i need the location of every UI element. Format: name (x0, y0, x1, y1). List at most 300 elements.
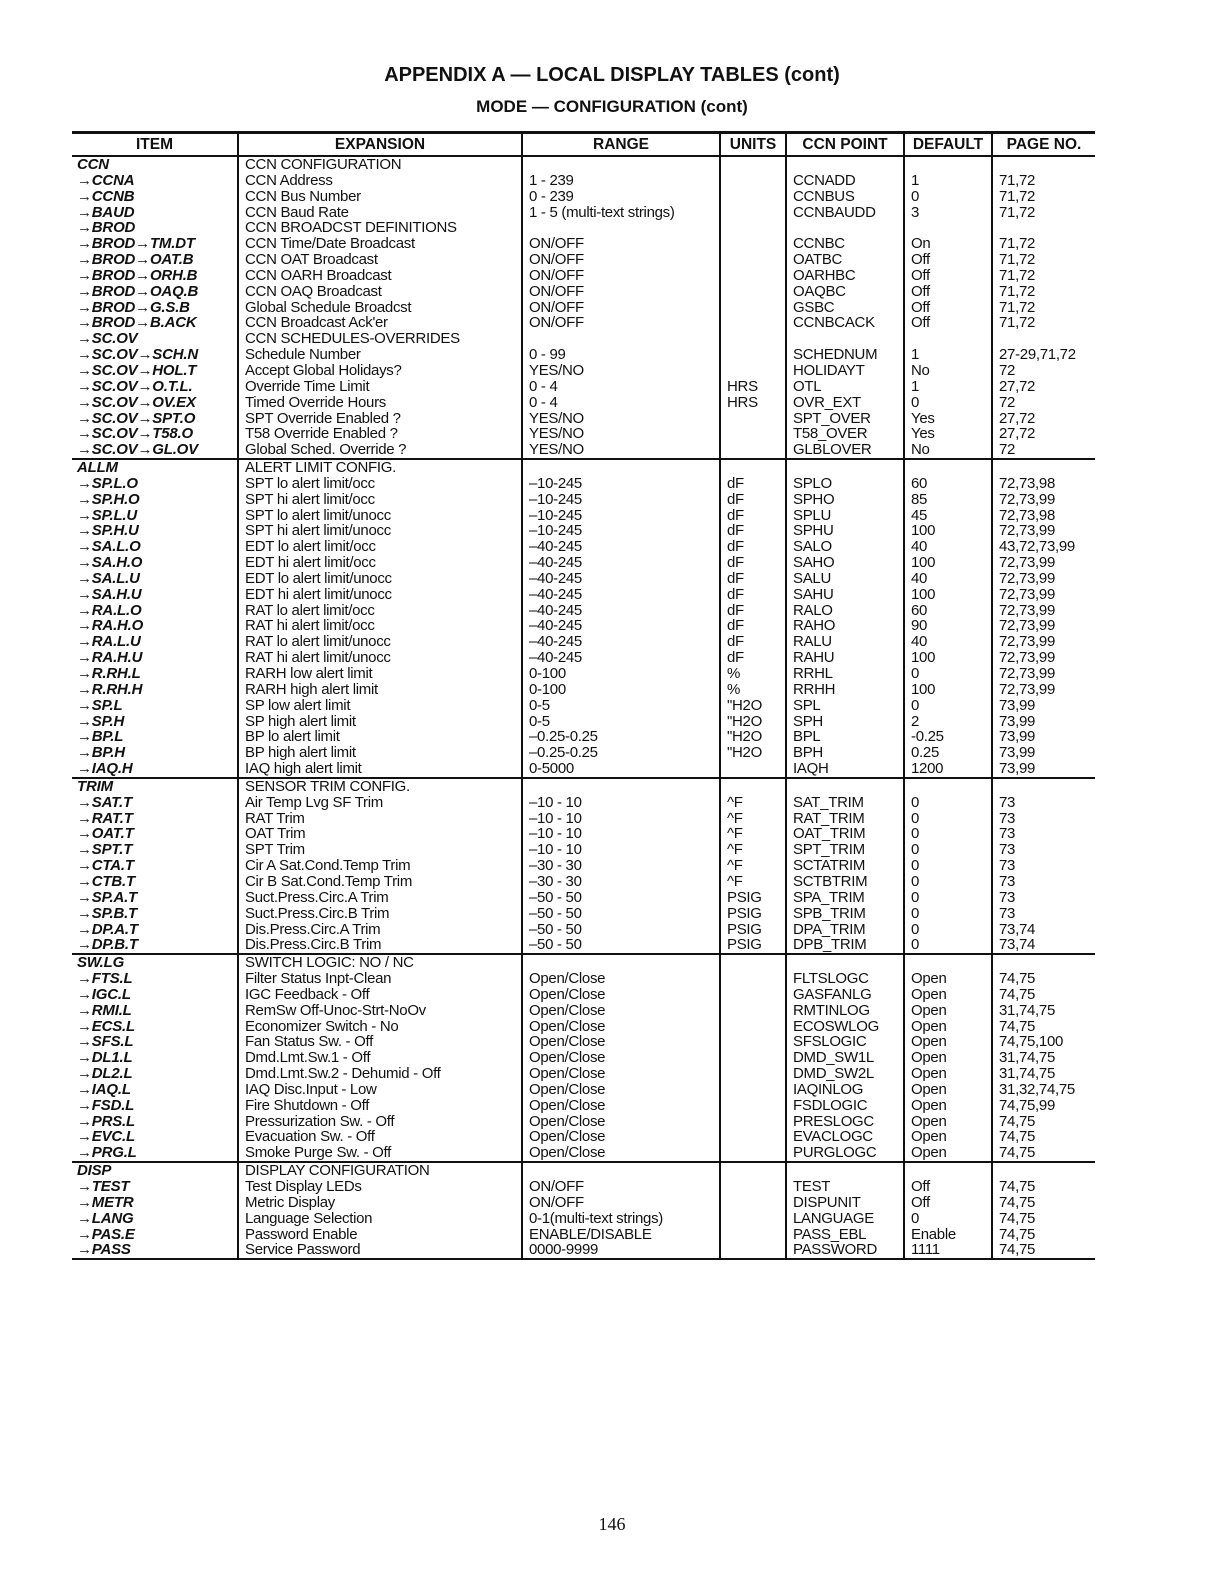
cell-ccn-point: SPT_TRIM (786, 842, 904, 858)
cell-ccn-point: ECOSWLOG (786, 1019, 904, 1035)
cell-ccn-point: T58_OVER (786, 426, 904, 442)
cell-item: →DP.A.T (77, 921, 138, 938)
cell-units (720, 1145, 786, 1162)
table-row (72, 666, 1095, 682)
cell-units: dF (720, 634, 786, 650)
cell-default: 0 (904, 395, 992, 411)
cell-item: →SP.H.U (77, 523, 139, 540)
cell-expansion: Global Schedule Broadcst (238, 300, 522, 316)
cell-page-no (992, 220, 1095, 236)
cell-item: →SC.OV (77, 331, 138, 348)
cell-item: →BROD→TM.DT (77, 236, 195, 253)
cell-units (720, 459, 786, 476)
cell-page-no: 73 (992, 906, 1095, 922)
cell-ccn-point: GASFANLG (786, 987, 904, 1003)
cell-units: ^F (720, 858, 786, 874)
cell-item: →RA.L.U (77, 634, 141, 651)
cell-range: –40-245 (522, 539, 720, 555)
table-row (72, 284, 1095, 300)
cell-expansion: OAT Trim (238, 826, 522, 842)
cell-ccn-point: OAQBC (786, 284, 904, 300)
cell-default: 2 (904, 714, 992, 730)
cell-units (720, 363, 786, 379)
cell-units (720, 1050, 786, 1066)
cell-expansion: Global Sched. Override ? (238, 442, 522, 459)
cell-expansion: Dmd.Lmt.Sw.2 - Dehumid - Off (238, 1066, 522, 1082)
cell-ccn-point: FLTSLOGC (786, 971, 904, 987)
table-row (72, 411, 1095, 427)
cell-range: –10 - 10 (522, 811, 720, 827)
table-row (72, 587, 1095, 603)
cell-item: →RAT.T (77, 810, 133, 827)
cell-default: 1200 (904, 761, 992, 778)
cell-default: Off (904, 252, 992, 268)
cell-expansion: Timed Override Hours (238, 395, 522, 411)
cell-item: →PAS.E (77, 1226, 135, 1243)
cell-range: –10 - 10 (522, 795, 720, 811)
cell-ccn-point: OARHBC (786, 268, 904, 284)
table-row (72, 1242, 1095, 1259)
cell-default: 0 (904, 795, 992, 811)
cell-default: Open (904, 1034, 992, 1050)
cell-item: →PRG.L (77, 1145, 137, 1162)
cell-default: 3 (904, 205, 992, 221)
cell-ccn-point: OAT_TRIM (786, 826, 904, 842)
cell-expansion: SPT hi alert limit/occ (238, 492, 522, 508)
table-row (72, 426, 1095, 442)
cell-default (904, 331, 992, 347)
cell-default: 0 (904, 937, 992, 954)
cell-expansion: SP low alert limit (238, 698, 522, 714)
cell-page-no (992, 459, 1095, 476)
cell-expansion: DISPLAY CONFIGURATION (238, 1162, 522, 1179)
cell-item: →CCNB (77, 188, 135, 205)
cell-default (904, 778, 992, 795)
cell-units (720, 156, 786, 173)
table-row (72, 1019, 1095, 1035)
cell-expansion: Metric Display (238, 1195, 522, 1211)
cell-default: Off (904, 315, 992, 331)
cell-expansion: SENSOR TRIM CONFIG. (238, 778, 522, 795)
cell-item: →SP.B.T (77, 905, 138, 922)
cell-ccn-point: LANGUAGE (786, 1211, 904, 1227)
table-row (72, 729, 1095, 745)
cell-units: PSIG (720, 890, 786, 906)
cell-item: →DL2.L (77, 1066, 133, 1082)
section-header-row (72, 459, 1095, 476)
cell-default: 0 (904, 826, 992, 842)
table-row (72, 379, 1095, 395)
cell-units (720, 987, 786, 1003)
cell-page-no: 73 (992, 795, 1095, 811)
table-row (72, 205, 1095, 221)
cell-default: 0 (904, 890, 992, 906)
cell-default: 0 (904, 698, 992, 714)
cell-units (720, 315, 786, 331)
cell-expansion: Accept Global Holidays? (238, 363, 522, 379)
cell-item: →PRS.L (77, 1113, 135, 1130)
cell-default (904, 156, 992, 173)
cell-range: –40-245 (522, 650, 720, 666)
cell-default: 40 (904, 539, 992, 555)
cell-item: →SP.L (77, 697, 123, 714)
cell-page-no: 73 (992, 890, 1095, 906)
cell-default: Off (904, 1179, 992, 1195)
table-row (72, 252, 1095, 268)
cell-expansion: Cir A Sat.Cond.Temp Trim (238, 858, 522, 874)
cell-ccn-point: SCTBTRIM (786, 874, 904, 890)
cell-page-no: 71,72 (992, 189, 1095, 205)
cell-ccn-point (786, 331, 904, 347)
cell-default: Open (904, 971, 992, 987)
table-row (72, 331, 1095, 347)
cell-range: 0 - 4 (522, 379, 720, 395)
cell-default: Open (904, 987, 992, 1003)
cell-page-no: 73 (992, 874, 1095, 890)
cell-units (720, 268, 786, 284)
cell-item: →DP.B.T (77, 937, 138, 954)
cell-page-no: 73,74 (992, 937, 1095, 954)
cell-ccn-point: BPL (786, 729, 904, 745)
table-row (72, 987, 1095, 1003)
cell-item: →SP.L.U (77, 507, 138, 524)
cell-expansion: Override Time Limit (238, 379, 522, 395)
cell-ccn-point: OTL (786, 379, 904, 395)
cell-units (720, 778, 786, 795)
cell-ccn-point: FSDLOGIC (786, 1098, 904, 1114)
cell-item: CCN (77, 156, 109, 173)
cell-item: →TEST (77, 1179, 130, 1195)
cell-item: →BROD→OAQ.B (77, 283, 199, 300)
cell-ccn-point: SPLU (786, 508, 904, 524)
cell-units (720, 331, 786, 347)
cell-page-no: 72,73,99 (992, 618, 1095, 634)
cell-expansion: RARH high alert limit (238, 682, 522, 698)
cell-units: dF (720, 650, 786, 666)
cell-page-no: 72,73,98 (992, 476, 1095, 492)
cell-expansion: Economizer Switch - No (238, 1019, 522, 1035)
table-row (72, 300, 1095, 316)
cell-item: →DL1.L (77, 1050, 133, 1067)
cell-units (720, 1211, 786, 1227)
cell-units: dF (720, 523, 786, 539)
cell-ccn-point (786, 156, 904, 173)
table-row (72, 874, 1095, 890)
table-row (72, 508, 1095, 524)
cell-expansion: EDT lo alert limit/occ (238, 539, 522, 555)
cell-ccn-point: SALO (786, 539, 904, 555)
cell-item: →LANG (77, 1210, 134, 1227)
cell-page-no (992, 331, 1095, 347)
cell-units (720, 236, 786, 252)
cell-item: →METR (77, 1194, 134, 1211)
cell-page-no: 72,73,98 (992, 508, 1095, 524)
cell-units (720, 1066, 786, 1082)
cell-range: YES/NO (522, 426, 720, 442)
table-row (72, 906, 1095, 922)
cell-item: →FSD.L (77, 1097, 135, 1114)
cell-item: →SC.OV→SCH.N (77, 347, 198, 363)
cell-range: Open/Close (522, 1098, 720, 1114)
cell-expansion: SPT Override Enabled ? (238, 411, 522, 427)
cell-expansion: RAT hi alert limit/unocc (238, 650, 522, 666)
cell-units: dF (720, 508, 786, 524)
cell-expansion: IAQ Disc.Input - Low (238, 1082, 522, 1098)
table-row (72, 1034, 1095, 1050)
cell-expansion: Dis.Press.Circ.A Trim (238, 922, 522, 938)
column-header-range: RANGE (522, 133, 720, 157)
cell-item: →OAT.T (77, 826, 134, 843)
cell-expansion: RARH low alert limit (238, 666, 522, 682)
cell-units (720, 954, 786, 971)
table-row (72, 571, 1095, 587)
table-row (72, 795, 1095, 811)
cell-item: →BP.L (77, 729, 124, 746)
cell-expansion: Schedule Number (238, 347, 522, 363)
cell-default: 90 (904, 618, 992, 634)
cell-item: SW.LG (72, 954, 238, 971)
cell-expansion: SPT lo alert limit/occ (238, 476, 522, 492)
cell-ccn-point: SPB_TRIM (786, 906, 904, 922)
cell-page-no: 71,72 (992, 315, 1095, 331)
cell-ccn-point: GLBLOVER (786, 442, 904, 459)
cell-page-no: 31,32,74,75 (992, 1082, 1095, 1098)
cell-expansion: Air Temp Lvg SF Trim (238, 795, 522, 811)
cell-ccn-point: SAHU (786, 587, 904, 603)
table-row (72, 1066, 1095, 1082)
cell-range: ON/OFF (522, 284, 720, 300)
cell-units (720, 347, 786, 363)
cell-default: 100 (904, 682, 992, 698)
cell-range (522, 778, 720, 795)
cell-item: →SPT.T (77, 842, 133, 859)
section-header-row (72, 778, 1095, 795)
cell-page-no: 73,99 (992, 745, 1095, 761)
table-row (72, 1211, 1095, 1227)
cell-expansion: CCN CONFIGURATION (238, 156, 522, 173)
cell-item: →BROD→ORH.B (77, 267, 198, 284)
cell-page-no: 74,75 (992, 1179, 1095, 1195)
cell-item: →BROD (77, 220, 136, 237)
cell-page-no: 73,74 (992, 922, 1095, 938)
cell-range: ON/OFF (522, 1195, 720, 1211)
cell-ccn-point: OATBC (786, 252, 904, 268)
cell-page-no: 27,72 (992, 426, 1095, 442)
cell-ccn-point: SPT_OVER (786, 411, 904, 427)
column-header-item: ITEM (72, 133, 238, 157)
cell-units: % (720, 666, 786, 682)
cell-default: Off (904, 268, 992, 284)
cell-range: YES/NO (522, 411, 720, 427)
cell-default: Yes (904, 411, 992, 427)
cell-default: 45 (904, 508, 992, 524)
cell-item: →R.RH.L (77, 666, 141, 682)
cell-range: YES/NO (522, 363, 720, 379)
cell-range: ON/OFF (522, 300, 720, 316)
cell-expansion: Password Enable (238, 1227, 522, 1243)
section-header-row (72, 156, 1095, 173)
cell-item: →SAT.T (77, 794, 132, 811)
cell-default: 100 (904, 650, 992, 666)
table-row (72, 922, 1095, 938)
cell-range: 0-100 (522, 682, 720, 698)
cell-ccn-point (786, 954, 904, 971)
cell-item: →SP.H (77, 713, 125, 730)
cell-range (522, 156, 720, 173)
cell-expansion: SP high alert limit (238, 714, 522, 730)
cell-item: →BROD→OAT.B (77, 252, 194, 268)
cell-page-no: 74,75 (992, 1114, 1095, 1130)
cell-expansion: Fan Status Sw. - Off (238, 1034, 522, 1050)
cell-range: –30 - 30 (522, 858, 720, 874)
cell-default: 1111 (904, 1242, 992, 1259)
cell-units (720, 1242, 786, 1259)
cell-page-no (992, 1162, 1095, 1179)
cell-page-no: 74,75 (992, 1195, 1095, 1211)
cell-item: →SP.H.O (77, 491, 140, 508)
cell-default: Off (904, 284, 992, 300)
cell-item: →SC.OV→O.T.L. (77, 378, 193, 395)
cell-ccn-point: SCHEDNUM (786, 347, 904, 363)
cell-ccn-point: DMD_SW2L (786, 1066, 904, 1082)
cell-default: 100 (904, 555, 992, 571)
cell-default: 0 (904, 189, 992, 205)
cell-range: Open/Close (522, 1082, 720, 1098)
cell-default: 85 (904, 492, 992, 508)
cell-item: DISP (72, 1162, 238, 1179)
cell-ccn-point: HOLIDAYT (786, 363, 904, 379)
table-row (72, 189, 1095, 205)
cell-expansion: Test Display LEDs (238, 1179, 522, 1195)
cell-ccn-point: IAQINLOG (786, 1082, 904, 1098)
cell-item: →SP.L.O (77, 475, 138, 492)
cell-ccn-point: SALU (786, 571, 904, 587)
cell-units: ^F (720, 826, 786, 842)
cell-ccn-point: SAT_TRIM (786, 795, 904, 811)
cell-default (904, 459, 992, 476)
page-number: 146 (598, 1514, 626, 1534)
cell-default: 0 (904, 842, 992, 858)
cell-item: →BROD→B.ACK (77, 315, 197, 332)
cell-range: Open/Close (522, 971, 720, 987)
table-row (72, 1082, 1095, 1098)
cell-page-no (992, 156, 1095, 173)
cell-expansion: CCN Time/Date Broadcast (238, 236, 522, 252)
cell-page-no (992, 778, 1095, 795)
section-header-row (72, 954, 1095, 971)
cell-units (720, 252, 786, 268)
cell-units: "H2O (720, 729, 786, 745)
cell-range: 0000-9999 (522, 1242, 720, 1259)
cell-range: ON/OFF (522, 268, 720, 284)
cell-range: ON/OFF (522, 236, 720, 252)
table-row (72, 1195, 1095, 1211)
cell-range: Open/Close (522, 1050, 720, 1066)
table-row (72, 1003, 1095, 1019)
cell-default: 100 (904, 523, 992, 539)
cell-page-no: 72,73,99 (992, 634, 1095, 650)
cell-item: →IGC.L (77, 986, 131, 1003)
cell-expansion: CCN BROADCST DEFINITIONS (238, 220, 522, 236)
cell-ccn-point: PURGLOGC (786, 1145, 904, 1162)
cell-range: –10 - 10 (522, 842, 720, 858)
cell-units: PSIG (720, 922, 786, 938)
cell-default: No (904, 442, 992, 459)
cell-expansion: Suct.Press.Circ.A Trim (238, 890, 522, 906)
cell-page-no: 73 (992, 826, 1095, 842)
cell-ccn-point: RMTINLOG (786, 1003, 904, 1019)
cell-page-no: 27,72 (992, 379, 1095, 395)
cell-ccn-point: TEST (786, 1179, 904, 1195)
cell-page-no: 31,74,75 (992, 1066, 1095, 1082)
cell-item: →BROD→G.S.B (77, 299, 190, 316)
cell-expansion: BP high alert limit (238, 745, 522, 761)
cell-page-no: 74,75 (992, 1211, 1095, 1227)
cell-default: 60 (904, 476, 992, 492)
cell-expansion: SPT Trim (238, 842, 522, 858)
cell-page-no: 71,72 (992, 284, 1095, 300)
cell-range: 0 - 99 (522, 347, 720, 363)
cell-range: –50 - 50 (522, 937, 720, 954)
table-row (72, 363, 1095, 379)
cell-page-no: 27,72 (992, 411, 1095, 427)
cell-ccn-point: RALU (786, 634, 904, 650)
cell-item: →CCNA (77, 172, 135, 189)
cell-range: Open/Close (522, 1034, 720, 1050)
cell-default: 0 (904, 666, 992, 682)
cell-units (720, 173, 786, 189)
cell-expansion: Cir B Sat.Cond.Temp Trim (238, 874, 522, 890)
cell-page-no: 71,72 (992, 300, 1095, 316)
cell-ccn-point: SFSLOGIC (786, 1034, 904, 1050)
cell-page-no: 71,72 (992, 268, 1095, 284)
cell-page-no: 72,73,99 (992, 682, 1095, 698)
cell-range: –50 - 50 (522, 922, 720, 938)
cell-units (720, 1019, 786, 1035)
cell-item: →FTS.L (77, 971, 133, 987)
cell-default: 0 (904, 1211, 992, 1227)
cell-page-no: 72,73,99 (992, 666, 1095, 682)
cell-item: →EVC.L (77, 1129, 135, 1146)
table-row (72, 698, 1095, 714)
cell-expansion: CCN OARH Broadcast (238, 268, 522, 284)
table-row (72, 842, 1095, 858)
cell-default: 40 (904, 634, 992, 650)
cell-ccn-point: PASSWORD (786, 1242, 904, 1259)
table-row (72, 539, 1095, 555)
cell-ccn-point: GSBC (786, 300, 904, 316)
cell-item: →SC.OV→HOL.T (77, 362, 197, 379)
cell-range: 0 - 4 (522, 395, 720, 411)
cell-default: Open (904, 1082, 992, 1098)
cell-default: Enable (904, 1227, 992, 1243)
cell-range (522, 954, 720, 971)
cell-item: →SC.OV→OV.EX (77, 394, 196, 411)
cell-default: Off (904, 1195, 992, 1211)
table-row (72, 1227, 1095, 1243)
cell-item: →RA.H.O (77, 618, 144, 635)
table-row (72, 395, 1095, 411)
cell-item: ALLM (72, 459, 238, 476)
cell-ccn-point: PASS_EBL (786, 1227, 904, 1243)
cell-ccn-point: RALO (786, 603, 904, 619)
table-row (72, 236, 1095, 252)
cell-range: ON/OFF (522, 252, 720, 268)
cell-units: dF (720, 618, 786, 634)
cell-expansion: BP lo alert limit (238, 729, 522, 745)
cell-default: No (904, 363, 992, 379)
table-row (72, 971, 1095, 987)
